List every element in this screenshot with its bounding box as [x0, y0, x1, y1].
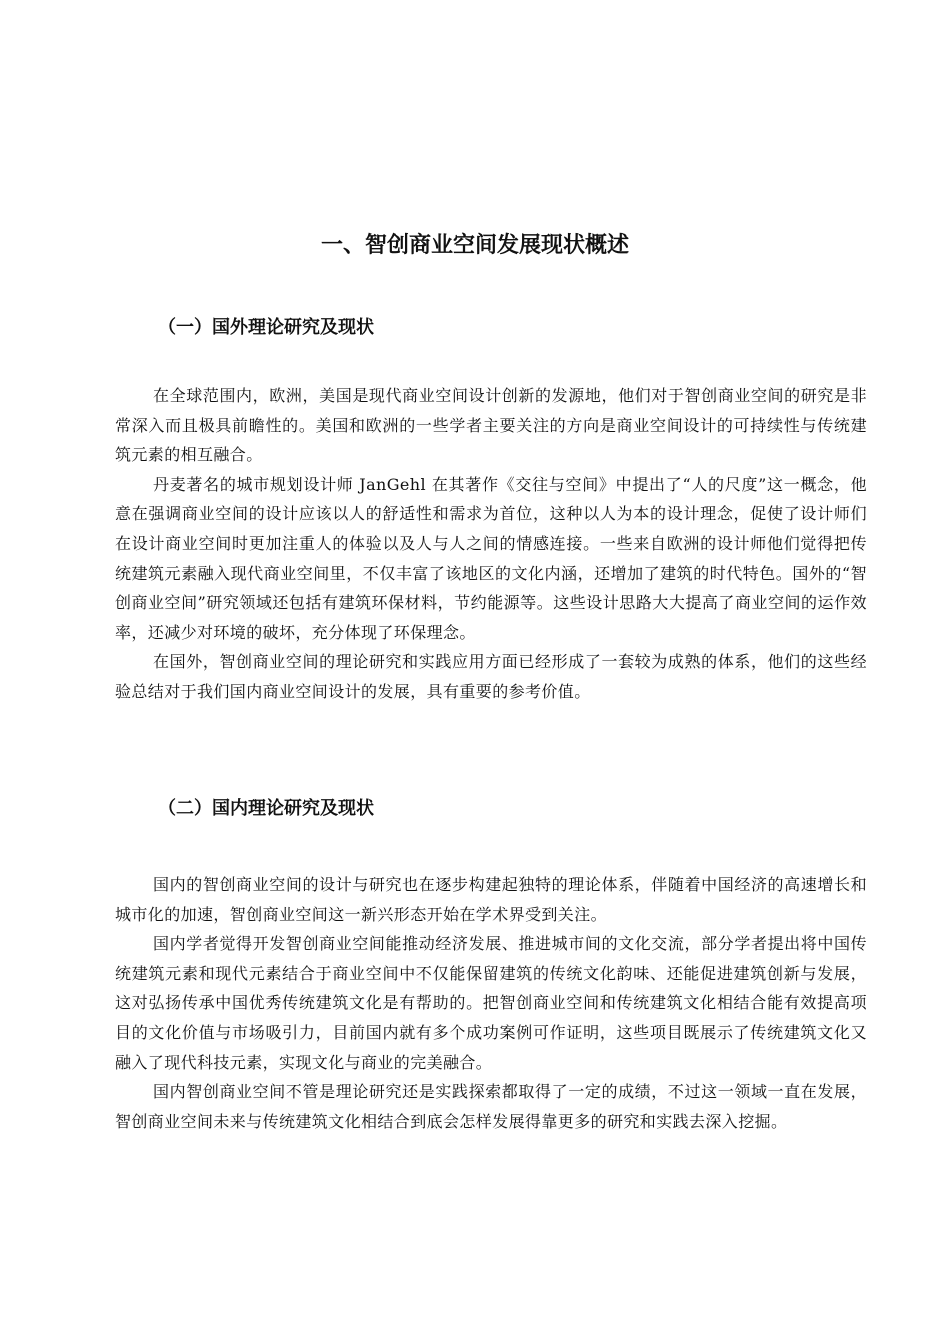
section-body-domestic	[115, 870, 867, 1136]
section-title-domestic: （二）国内理论研究及现状	[158, 798, 374, 819]
paragraph: 国内智创商业空间不管是理论研究还是实践探索都取得了一定的成绩，不过这一领域一直在发展，智创商业空间未来与传统建筑文化相结合到底会怎样发展得靠更多的研究和实践去深入挖掘。	[115, 1082, 867, 1131]
paragraph: 在全球范围内，欧洲，美国是现代商业空间设计创新的发源地，他们对于智创商业空间的研究是非常深入而且极具前瞻性的。美国和欧洲的一些学者主要关注的方向是商业空间设计的可持续性与传统建筑元素的相互融合。	[115, 386, 867, 465]
section-title-foreign: （一）国外理论研究及现状	[158, 317, 374, 338]
paragraph: 在国外，智创商业空间的理论研究和实践应用方面已经形成了一套较为成熟的体系，他们的这些经验总结对于我们国内商业空间设计的发展，具有重要的参考价值。	[115, 652, 867, 701]
chapter-title: 一、智创商业空间发展现状概述	[320, 233, 629, 258]
paragraph: 国内的智创商业空间的设计与研究也在逐步构建起独特的理论体系，伴随着中国经济的高速增长和城市化的加速，智创商业空间这一新兴形态开始在学术界受到关注。	[115, 875, 867, 924]
section-body-foreign	[115, 381, 867, 707]
paragraph: 丹麦著名的城市规划设计师 JanGehl 在其著作《交往与空间》中提出了“人的尺度”这一概念，他意在强调商业空间的设计应该以人的舒适性和需求为首位，这种以人为本的设计理念，促使了设计师们在设计商业空间时更加注重人的体验以及人与人之间的情感连接。一些来自欧洲的设计师他们觉得把传统建筑元素融入现代商业空间里，不仅丰富了该地区的文化内涵，还增加了建筑的时代特色。国外的“智创商业空间”研究领域还包括有建筑环保材料，节约能源等。这些设计思路大大提高了商业空间的运作效率，还减少对环境的破坏，充分体现了环保理念。	[115, 474, 867, 642]
paragraph: 国内学者觉得开发智创商业空间能推动经济发展、推进城市间的文化交流，部分学者提出将中国传统建筑元素和现代元素结合于商业空间中不仅能保留建筑的传统文化韵味、还能促进建筑创新与发展，这对弘扬传承中国优秀传统建筑文化是有帮助的。把智创商业空间和传统建筑文化相结合能有效提高项目的文化价值与市场吸引力，目前国内就有多个成功案例可作证明，这些项目既展示了传统建筑文化又融入了现代科技元素，实现文化与商业的完美融合。	[115, 934, 867, 1072]
